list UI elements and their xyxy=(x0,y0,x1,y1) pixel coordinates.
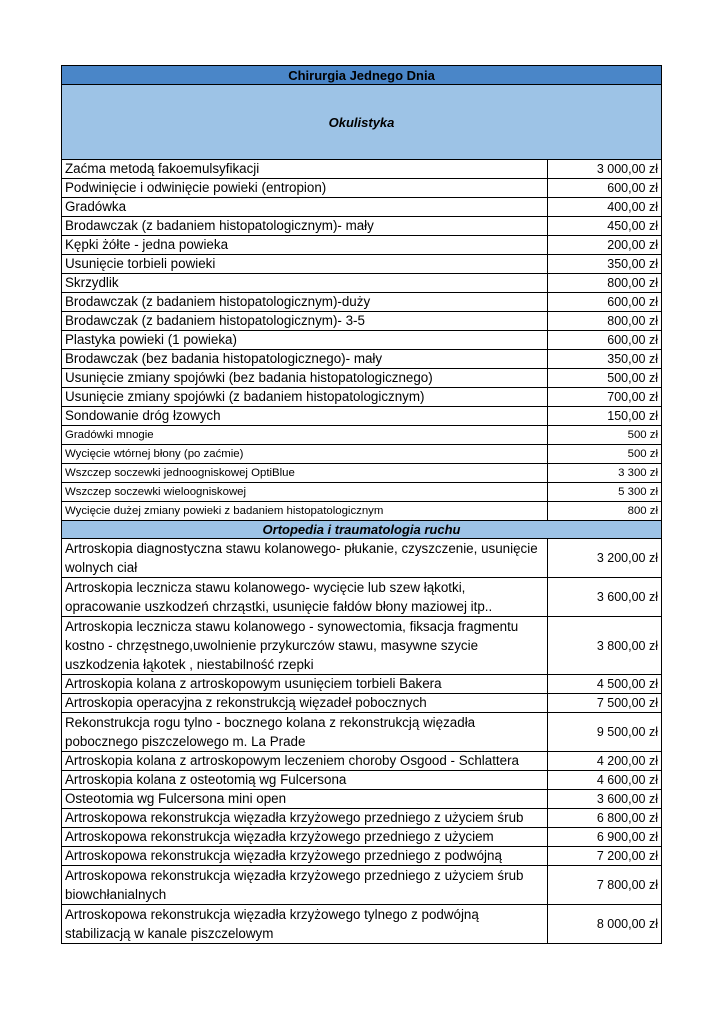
procedure-price: 700,00 zł xyxy=(548,388,662,407)
procedure-price: 7 500,00 zł xyxy=(548,694,662,713)
procedure-name: Artroskopia kolana z artroskopowym usunięciem torbieli Bakera xyxy=(62,675,548,694)
procedure-price: 4 600,00 zł xyxy=(548,771,662,790)
procedure-name: Artroskopia operacyjna z rekonstrukcją więzadeł pobocznych xyxy=(62,694,548,713)
procedure-name: Usunięcie zmiany spojówki (bez badania histopatologicznego) xyxy=(62,369,548,388)
procedure-price: 3 800,00 zł xyxy=(548,617,662,675)
table-row xyxy=(62,293,662,312)
procedure-price: 8 000,00 zł xyxy=(548,905,662,944)
table-row xyxy=(62,694,662,713)
procedure-price: 450,00 zł xyxy=(548,217,662,236)
table-row xyxy=(62,198,662,217)
procedure-name: Artroskopowa rekonstrukcja więzadła krzyżowego przedniego z podwójną xyxy=(62,847,548,866)
procedure-price: 600,00 zł xyxy=(548,179,662,198)
procedure-name: Zaćma metodą fakoemulsyfikacji xyxy=(62,160,548,179)
procedure-price: 350,00 zł xyxy=(548,255,662,274)
procedure-name: Brodawczak (z badaniem histopatologicznym)- 3-5 xyxy=(62,312,548,331)
table-row xyxy=(62,617,662,675)
procedure-name: Plastyka powieki (1 powieka) xyxy=(62,331,548,350)
procedure-name: Wycięcie wtórnej błony (po zaćmie) xyxy=(62,445,548,464)
procedure-name: Artroskopia lecznicza stawu kolanowego- wycięcie lub szew łąkotki, opracowanie uszkodzeń chrząstki, usunięcie fałdów błony maziowej itp.. xyxy=(62,578,548,617)
table-row xyxy=(62,331,662,350)
procedure-name: Sondowanie dróg łzowych xyxy=(62,407,548,426)
procedure-name: Brodawczak (bez badania histopatologicznego)- mały xyxy=(62,350,548,369)
procedure-name: Brodawczak (z badaniem histopatologicznym)- mały xyxy=(62,217,548,236)
procedure-name: Artroskopia kolana z osteotomią wg Fulcersona xyxy=(62,771,548,790)
table-row xyxy=(62,464,662,483)
procedure-price: 400,00 zł xyxy=(548,198,662,217)
procedure-name: Kępki żółte - jedna powieka xyxy=(62,236,548,255)
procedure-price: 350,00 zł xyxy=(548,350,662,369)
procedure-name: Usunięcie zmiany spojówki (z badaniem histopatologicznym) xyxy=(62,388,548,407)
procedure-price: 600,00 zł xyxy=(548,331,662,350)
procedure-name: Skrzydlik xyxy=(62,274,548,293)
procedure-name: Gradówki mnogie xyxy=(62,426,548,445)
table-row xyxy=(62,179,662,198)
procedure-price: 800,00 zł xyxy=(548,274,662,293)
procedure-name: Usunięcie torbieli powieki xyxy=(62,255,548,274)
table-row xyxy=(62,905,662,944)
table-row xyxy=(62,217,662,236)
procedure-price: 3 300 zł xyxy=(548,464,662,483)
section-header xyxy=(62,85,662,160)
procedure-price: 6 800,00 zł xyxy=(548,809,662,828)
procedure-price: 150,00 zł xyxy=(548,407,662,426)
procedure-name: Osteotomia wg Fulcersona mini open xyxy=(62,790,548,809)
table-row xyxy=(62,752,662,771)
procedure-name: Artroskopowa rekonstrukcja więzadła krzyżowego tylnego z podwójną stabilizacją w kanale piszczelowym xyxy=(62,905,548,944)
table-row xyxy=(62,790,662,809)
procedure-price: 4 500,00 zł xyxy=(548,675,662,694)
table-row xyxy=(62,675,662,694)
procedure-name: Artroskopowa rekonstrukcja więzadła krzyżowego przedniego z użyciem xyxy=(62,828,548,847)
procedure-price: 500 zł xyxy=(548,426,662,445)
table-row xyxy=(62,809,662,828)
procedure-name: Podwinięcie i odwinięcie powieki (entropion) xyxy=(62,179,548,198)
table-row xyxy=(62,483,662,502)
table-row xyxy=(62,388,662,407)
table-row xyxy=(62,539,662,578)
procedure-price: 3 000,00 zł xyxy=(548,160,662,179)
table-row xyxy=(62,713,662,752)
table-row xyxy=(62,350,662,369)
table-row xyxy=(62,828,662,847)
table-row xyxy=(62,445,662,464)
price-table xyxy=(61,65,662,944)
table-row xyxy=(62,236,662,255)
table-row xyxy=(62,578,662,617)
procedure-price: 200,00 zł xyxy=(548,236,662,255)
table-row xyxy=(62,866,662,905)
procedure-name: Artroskopowa rekonstrukcja więzadła krzyżowego przedniego z użyciem śrub xyxy=(62,809,548,828)
procedure-price: 7 200,00 zł xyxy=(548,847,662,866)
procedure-price: 500,00 zł xyxy=(548,369,662,388)
table-row xyxy=(62,847,662,866)
procedure-price: 500 zł xyxy=(548,445,662,464)
procedure-price: 9 500,00 zł xyxy=(548,713,662,752)
procedure-name: Brodawczak (z badaniem histopatologicznym)-duży xyxy=(62,293,548,312)
procedure-price: 3 600,00 zł xyxy=(548,578,662,617)
section-title: Ortopedia i traumatologia ruchu xyxy=(62,521,662,539)
procedure-price: 800 zł xyxy=(548,502,662,521)
table-row xyxy=(62,771,662,790)
procedure-name: Artroskopia kolana z artroskopowym leczeniem choroby Osgood - Schlattera xyxy=(62,752,548,771)
procedure-price: 5 300 zł xyxy=(548,483,662,502)
procedure-price: 7 800,00 zł xyxy=(548,866,662,905)
procedure-name: Wszczep soczewki jednoogniskowej OptiBlue xyxy=(62,464,548,483)
procedure-price: 800,00 zł xyxy=(548,312,662,331)
procedure-name: Wszczep soczewki wieloogniskowej xyxy=(62,483,548,502)
table-row xyxy=(62,502,662,521)
procedure-price: 4 200,00 zł xyxy=(548,752,662,771)
table-row xyxy=(62,255,662,274)
table-row xyxy=(62,274,662,293)
table-row xyxy=(62,369,662,388)
title-row xyxy=(62,66,662,85)
procedure-name: Gradówka xyxy=(62,198,548,217)
procedure-price: 3 600,00 zł xyxy=(548,790,662,809)
procedure-price: 6 900,00 zł xyxy=(548,828,662,847)
procedure-price: 600,00 zł xyxy=(548,293,662,312)
procedure-name: Artroskopia lecznicza stawu kolanowego - synowectomia, fiksacja fragmentu kostno - chrzęstnego,uwolnienie przykurczów stawu, masywne szycie uszkodzenia łąkotek , niestabilność rzepki xyxy=(62,617,548,675)
table-row xyxy=(62,312,662,331)
table-title: Chirurgia Jednego Dnia xyxy=(62,66,662,85)
section-title: Okulistyka xyxy=(62,85,662,160)
table-row xyxy=(62,426,662,445)
section-header xyxy=(62,521,662,539)
procedure-name: Wycięcie dużej zmiany powieki z badaniem histopatologicznym xyxy=(62,502,548,521)
procedure-name: Artroskopia diagnostyczna stawu kolanowego- płukanie, czyszczenie, usunięcie wolnych ciał xyxy=(62,539,548,578)
procedure-name: Rekonstrukcja rogu tylno - bocznego kolana z rekonstrukcją więzadła pobocznego piszczelowego m. La Prade xyxy=(62,713,548,752)
table-row xyxy=(62,407,662,426)
procedure-name: Artroskopowa rekonstrukcja więzadła krzyżowego przedniego z użyciem śrub biowchłanialnych xyxy=(62,866,548,905)
table-row xyxy=(62,160,662,179)
procedure-price: 3 200,00 zł xyxy=(548,539,662,578)
